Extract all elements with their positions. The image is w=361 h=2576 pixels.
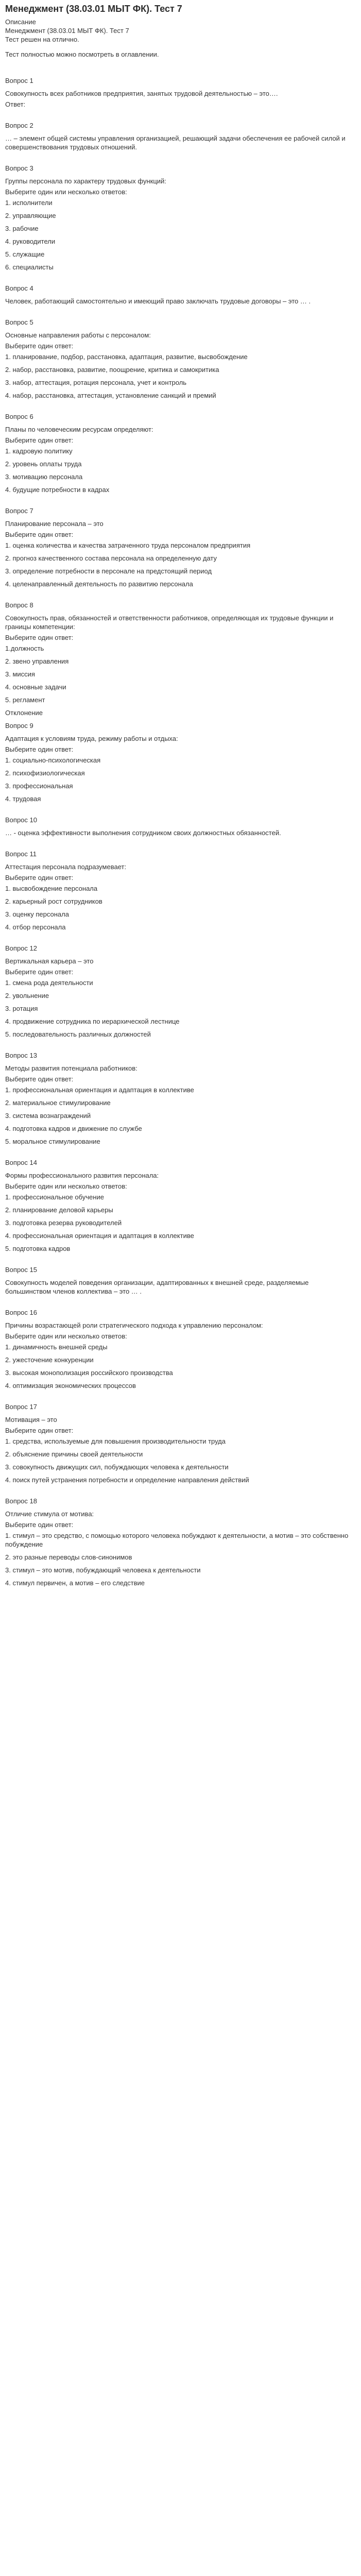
option-item: 1. планирование, подбор, расстановка, адаптация, развитие, высвобождение (5, 353, 248, 361)
answer-instruction: Выберите один ответ: (5, 634, 74, 641)
question-text: … - оценка эффективности выполнения сотрудником своих должностных обязанностей. (5, 829, 281, 837)
option-list (5, 541, 356, 588)
option-item: 3. определение потребности в персонале на предстоящий период (5, 567, 212, 575)
question-number: Вопрос 10 (5, 816, 37, 824)
page-title: Менеджмент (38.03.01 МЫТ ФК). Тест 7 (5, 4, 182, 14)
question-block (5, 1158, 356, 1253)
question-number: Вопрос 3 (5, 164, 33, 172)
option-item: 4. руководители (5, 238, 56, 245)
question-block (5, 164, 356, 272)
option-item: 3. совокупность движущих сил, побуждающих человека к деятельности (5, 1463, 229, 1471)
question-text: Основные направления работы с персоналом: (5, 331, 151, 339)
answer-instruction: Выберите один или несколько ответов: (5, 188, 127, 196)
question-block (5, 1265, 356, 1296)
option-item: 3. мотивацию персонала (5, 473, 83, 481)
question-number: Вопрос 6 (5, 413, 33, 420)
question-list (5, 76, 356, 1587)
option-item: 2. управляющие (5, 212, 56, 219)
option-item: 1. профессиональное обучение (5, 1193, 104, 1201)
question-text: … – элемент общей системы управления организацией, решающий задачи обеспечения ее рабочей силой и совершенствования трудовых отношений. (5, 134, 346, 151)
option-list (5, 1437, 356, 1484)
option-item: 1. высвобождение персонала (5, 885, 98, 892)
question-block (5, 76, 356, 109)
option-item: 4. отбор персонала (5, 923, 66, 931)
question-text: Методы развития потенциала работников: (5, 1064, 137, 1072)
option-list (5, 1193, 356, 1253)
option-item: 5. регламент (5, 696, 45, 704)
option-item: 4. основные задачи (5, 683, 66, 691)
option-item: 1. стимул – это средство, с помощью которого человека побуждают к деятельности, а мотив – это собственно побуждение (5, 1532, 349, 1548)
option-item: 3. набор, аттестация, ротация персонала, учет и контроль (5, 379, 187, 386)
question-text: Планы по человеческим ресурсам определяют: (5, 426, 153, 433)
option-item: 4. продвижение сотрудника по иерархической лестнице (5, 1018, 180, 1025)
question-number: Вопрос 12 (5, 944, 37, 952)
question-number: Вопрос 17 (5, 1403, 37, 1411)
question-block (5, 121, 356, 151)
option-item: 2. материальное стимулирование (5, 1099, 111, 1107)
option-list (5, 1531, 356, 1587)
option-list (5, 756, 356, 803)
description-result: Тест решен на отлично. (5, 36, 79, 43)
option-item: 4. будущие потребности в кадрах (5, 486, 110, 494)
question-text: Отличие стимула от мотива: (5, 1510, 94, 1518)
question-text: Вертикальная карьера – это (5, 957, 94, 965)
option-list (5, 978, 356, 1039)
question-number: Вопрос 5 (5, 318, 33, 326)
option-item: 3. рабочие (5, 225, 39, 232)
question-block (5, 1497, 356, 1587)
option-item: 2. карьерный рост сотрудников (5, 897, 102, 905)
option-item: 4. поиск путей устранения потребности и определение направления действий (5, 1476, 249, 1484)
option-list (5, 1086, 356, 1146)
option-item: 5. служащие (5, 250, 45, 258)
option-item: 3. ротация (5, 1005, 38, 1012)
option-item: 3. высокая монополизация российского производства (5, 1369, 173, 1377)
option-item: 5. подготовка кадров (5, 1245, 71, 1252)
question-number: Вопрос 11 (5, 850, 37, 858)
question-number: Вопрос 8 (5, 601, 33, 609)
option-item: 4. целенаправленный деятельность по развитию персонала (5, 580, 193, 588)
question-text: Совокупность моделей поведения организации, адаптированных к внешней среде, разделяемые большинством членов коллектива – это … . (5, 1279, 309, 1295)
question-text: Человек, работающий самостоятельно и имеющий право заключать трудовые договоры – это … . (5, 297, 311, 305)
option-item: 2. увольнение (5, 992, 49, 999)
question-number: Вопрос 18 (5, 1497, 37, 1505)
question-number: Вопрос 9 (5, 722, 33, 730)
question-text: Мотивация – это (5, 1416, 57, 1423)
question-number: Вопрос 2 (5, 122, 33, 129)
option-list (5, 447, 356, 494)
option-item: 3. стимул – это мотив, побуждающий человека к деятельности (5, 1566, 201, 1574)
answer-instruction: Выберите один или несколько ответов: (5, 1332, 127, 1340)
option-item: 4. набор, расстановка, аттестация, установление санкций и премий (5, 392, 216, 399)
answer-instruction: Выберите один ответ: (5, 1521, 74, 1529)
option-item: 5. моральное стимулирование (5, 1138, 100, 1145)
question-text: Формы профессионального развития персонала: (5, 1172, 159, 1179)
question-block (5, 284, 356, 306)
question-text: Группы персонала по характеру трудовых функций: (5, 177, 166, 185)
answer-instruction: Выберите один ответ: (5, 1427, 74, 1434)
question-block (5, 1051, 356, 1146)
option-item: 1. оценка количества и качества затраченного труда персоналом предприятия (5, 541, 251, 549)
question-block (5, 412, 356, 494)
option-item: 1. социально-психологическая (5, 756, 101, 764)
option-item: Отклонение (5, 709, 43, 717)
option-item: 2. ужесточение конкуренции (5, 1356, 94, 1364)
question-number: Вопрос 16 (5, 1309, 37, 1316)
question-block (5, 318, 356, 400)
option-item: 3. миссия (5, 670, 35, 678)
answer-instruction: Выберите один ответ: (5, 874, 74, 882)
option-item: 3. подготовка резерва руководителей (5, 1219, 122, 1227)
description-heading: Описание (5, 18, 36, 26)
option-item: 1. динамичность внешней среды (5, 1343, 108, 1351)
option-item: 4. трудовая (5, 795, 41, 803)
question-block (5, 601, 356, 717)
question-number: Вопрос 14 (5, 1159, 37, 1166)
question-block (5, 1402, 356, 1484)
option-item: 2. звено управления (5, 657, 69, 665)
question-text: Причины возрастающей роли стратегического подхода к управлению персоналом: (5, 1321, 263, 1329)
option-item: 4. подготовка кадров и движение по службе (5, 1125, 142, 1132)
description-note: Тест полностью можно посмотреть в оглавлении. (5, 50, 159, 58)
question-block (5, 506, 356, 588)
option-item: 1.должность (5, 645, 44, 652)
option-item: 3. оценку персонала (5, 910, 69, 918)
question-text: Совокупность прав, обязанностей и ответственности работников, определяющая их трудовые функции и границы компетенции: (5, 614, 334, 631)
option-item: 1. средства, используемые для повышения производительности труда (5, 1437, 226, 1445)
question-block (5, 816, 356, 837)
answer-instruction: Выберите один ответ: (5, 745, 74, 753)
option-item: 6. специалисты (5, 263, 54, 271)
question-number: Вопрос 7 (5, 507, 33, 515)
option-item: 2. планирование деловой карьеры (5, 1206, 113, 1214)
answer-instruction: Выберите один ответ: (5, 1075, 74, 1083)
option-item: 1. профессиональная ориентация и адаптация в коллективе (5, 1086, 194, 1094)
option-item: 4. профессиональная ориентация и адаптация в коллективе (5, 1232, 194, 1240)
question-text: Планирование персонала – это (5, 520, 104, 528)
answer-instruction: Выберите один или несколько ответов: (5, 1182, 127, 1190)
question-text: Совокупность всех работников предприятия, занятых трудовой деятельностью – это…. (5, 90, 278, 97)
option-item: 3. система вознаграждений (5, 1112, 91, 1120)
option-item: 4. оптимизация экономических процессов (5, 1382, 136, 1389)
question-number: Вопрос 15 (5, 1266, 37, 1274)
option-list (5, 644, 356, 717)
option-item: 2. психофизиологическая (5, 769, 85, 777)
question-number: Вопрос 1 (5, 77, 33, 84)
answer-instruction: Выберите один ответ: (5, 531, 74, 538)
description-block (5, 18, 356, 59)
question-text: Аттестация персонала подразумевает: (5, 863, 127, 871)
answer-instruction: Выберите один ответ: (5, 436, 74, 444)
option-item: 3. профессиональная (5, 782, 73, 790)
option-list (5, 352, 356, 400)
answer-instruction: Выберите один ответ: (5, 968, 74, 976)
description-subtitle: Менеджмент (38.03.01 МЫТ ФК). Тест 7 (5, 27, 129, 35)
option-item: 1. смена рода деятельности (5, 979, 93, 987)
question-number: Вопрос 4 (5, 284, 33, 292)
option-item: 2. набор, расстановка, развитие, поощрение, критика и самокритика (5, 366, 219, 374)
option-list (5, 1343, 356, 1390)
question-block (5, 850, 356, 931)
question-block (5, 1308, 356, 1390)
option-item: 1. кадровую политику (5, 447, 73, 455)
question-number: Вопрос 13 (5, 1052, 37, 1059)
question-text: Адаптация к условиям труда, режиму работы и отдыха: (5, 735, 178, 742)
option-item: 4. стимул первичен, а мотив – его следствие (5, 1579, 145, 1587)
question-block (5, 944, 356, 1039)
answer-instruction: Выберите один ответ: (5, 342, 74, 350)
option-list (5, 198, 356, 272)
question-block (5, 721, 356, 803)
answer-label: Ответ: (5, 100, 26, 108)
option-item: 2. объяснение причины своей деятельности (5, 1450, 143, 1458)
option-item: 5. последовательность различных должностей (5, 1030, 151, 1038)
option-item: 2. это разные переводы слов-синонимов (5, 1553, 132, 1561)
option-list (5, 884, 356, 931)
option-item: 1. исполнители (5, 199, 53, 207)
option-item: 2. уровень оплаты труда (5, 460, 82, 468)
option-item: 2. прогноз качественного состава персонала на определенную дату (5, 554, 217, 562)
